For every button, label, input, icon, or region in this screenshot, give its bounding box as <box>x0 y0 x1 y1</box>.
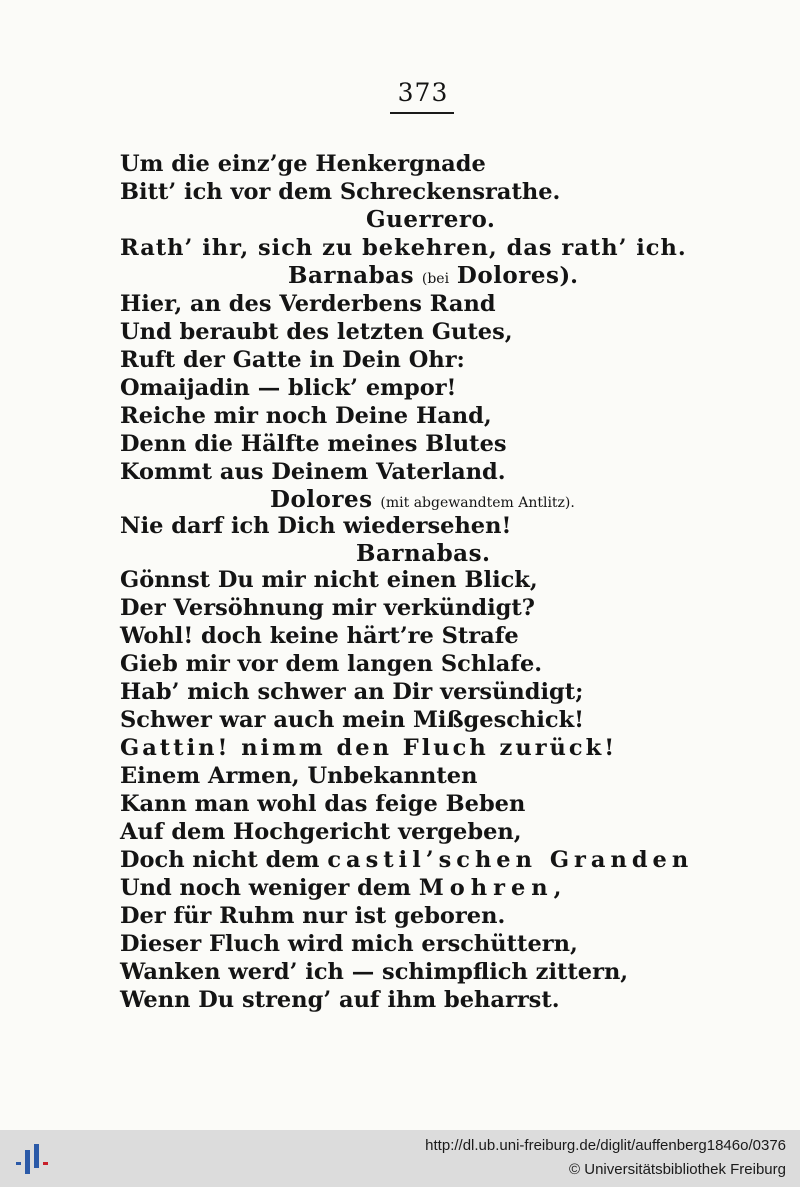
verse-line: Gattin! nimm den Fluch zurück! <box>120 735 618 761</box>
verse-line: Gieb mir vor dem langen Schlafe. <box>120 651 543 677</box>
verse-line: Wohl! doch keine härt’re Strafe <box>120 623 519 649</box>
verse-line: Reiche mir noch Deine Hand, <box>120 403 492 429</box>
speaker-name: Dolores <box>456 262 560 289</box>
page-number: 373 <box>397 78 449 107</box>
speaker-name: Dolores <box>270 486 373 513</box>
verse-line: Denn die Hälfte meines Blutes <box>120 431 507 457</box>
verse-line: Nie darf ich Dich wiedersehen! <box>120 513 512 539</box>
verse-line: Ruft der Gatte in Dein Ohr: <box>120 347 465 373</box>
speaker-name: Guerrero. <box>366 206 496 233</box>
library-logo-icon <box>12 1140 52 1180</box>
verse-text-part: Und noch weniger dem <box>120 875 411 901</box>
verse-line: Wanken werd’ ich — schimpflich zittern, <box>120 959 629 985</box>
stage-direction: (bei <box>421 271 450 287</box>
footer-bar <box>0 1130 800 1187</box>
verse-line: Kommt aus Deinem Vaterland. <box>120 459 506 485</box>
verse-line: Wenn Du streng’ auf ihm beharrst. <box>120 987 560 1013</box>
verse-line: Dieser Fluch wird mich erschüttern, <box>120 931 578 957</box>
verse-line <box>120 846 693 874</box>
verse-line: Und beraubt des letzten Gutes, <box>120 319 513 345</box>
verse-line: Gönnst Du mir nicht einen Blick, <box>120 567 538 593</box>
verse-line: Auf dem Hochgericht vergeben, <box>120 819 522 845</box>
verse-text-spaced: castil’schen Granden <box>327 847 694 873</box>
verse-line: Hab’ mich schwer an Dir versündigt; <box>120 679 584 705</box>
stage-direction: (mit abgewandtem Antlitz). <box>380 495 575 511</box>
verse-line: Der für Ruhm nur ist geboren. <box>120 903 506 929</box>
verse-line: Rath’ ihr, sich zu bekehren, das rath’ ich. <box>120 235 687 261</box>
verse-text-part: Doch nicht dem <box>120 847 320 873</box>
verse-line: Schwer war auch mein Mißgeschick! <box>120 707 585 733</box>
verse-text-spaced: Mohren, <box>418 875 568 901</box>
speaker-line <box>270 486 575 514</box>
copyright-notice: © Universitätsbibliothek Freiburg <box>569 1161 786 1178</box>
speaker-name: Barnabas. <box>356 540 491 567</box>
verse-line: Kann man wohl das feige Beben <box>120 791 526 817</box>
verse-line: Omaijadin — blick’ empor! <box>120 375 457 401</box>
speaker-line <box>288 262 578 290</box>
verse-line: Einem Armen, Unbekannten <box>120 763 478 789</box>
verse-line: Bitt’ ich vor dem Schreckensrathe. <box>120 179 561 205</box>
speaker-name: Barnabas <box>288 262 415 289</box>
verse-line: Hier, an des Verderbens Rand <box>120 291 496 317</box>
source-url-link[interactable]: http://dl.ub.uni-freiburg.de/diglit/auffenberg1846o/0376 <box>425 1137 786 1154</box>
verse-line: Um die einz’ge Henkergnade <box>120 151 486 177</box>
punctuation: ). <box>559 263 578 289</box>
verse-line: Der Versöhnung mir verkündigt? <box>120 595 535 621</box>
verse-line <box>120 874 567 902</box>
